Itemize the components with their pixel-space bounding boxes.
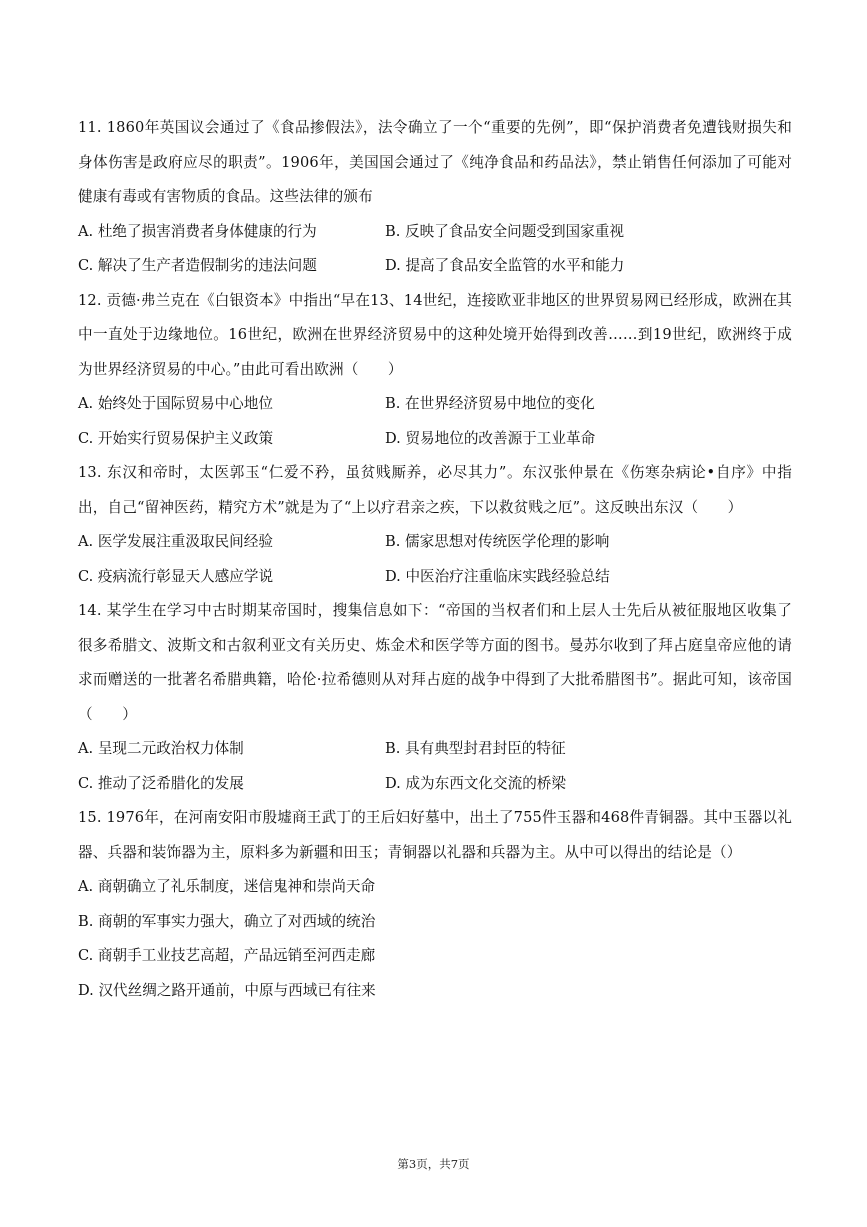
option-a: A. 始终处于国际贸易中心地位 <box>78 395 273 412</box>
options <box>78 215 792 284</box>
option-d: D. 提高了食品安全监管的水平和能力 <box>385 257 625 274</box>
option-b: B. 在世界经济贸易中地位的变化 <box>385 395 595 412</box>
option-a: A. 商朝确立了礼乐制度，迷信鬼神和崇尚天命 <box>78 878 376 895</box>
option-c: C. 开始实行贸易保护主义政策 <box>78 429 274 447</box>
options <box>78 387 792 456</box>
question-stem: 12. 贡德·弗兰克在《白银资本》中指出“早在13、14世纪，连接欧亚非地区的世界贸易网已经形成，欧洲在其中一直处于边缘地位。16世纪，欧洲在世界经济贸易中的这种处境开始得到改善……到19世纪，欧洲终于成为世界经济贸易的中心。”由此可看出欧洲（ ） <box>78 291 792 378</box>
options <box>78 525 792 594</box>
option-c: C. 疫病流行彰显天人感应学说 <box>78 567 274 585</box>
question-11 <box>78 111 792 284</box>
options <box>78 870 792 1008</box>
option-a: A. 呈现二元政治权力体制 <box>78 740 244 757</box>
question-stem: 11. 1860年英国议会通过了《食品掺假法》，法令确立了一个“重要的先例”，即“保护消费者免遭钱财损失和身体伤害是政府应尽的职责”。1906年，美国国会通过了《纯净食品和药品法》，禁止销售任何添加了可能对健康有毒或有害物质的食品。这些法律的颁布 <box>78 119 792 205</box>
page-number: 第3页，共7页 <box>397 1157 470 1171</box>
options <box>78 732 792 801</box>
option-d: D. 成为东西文化交流的桥梁 <box>385 774 566 792</box>
option-c: C. 推动了泛希腊化的发展 <box>78 774 244 792</box>
option-c: C. 解决了生产者造假制劣的违法问题 <box>78 257 317 274</box>
option-d: D. 贸易地位的改善源于工业革命 <box>385 429 596 447</box>
question-14 <box>78 594 792 801</box>
question-13 <box>78 456 792 594</box>
question-15 <box>78 801 792 1008</box>
option-d: D. 汉代丝绸之路开通前，中原与西域已有往来 <box>78 981 376 999</box>
question-stem: 15. 1976年，在河南安阳市殷墟商王武丁的王后妇好墓中，出土了755件玉器和468件青铜器。其中玉器以礼器、兵器和装饰器为主，原料多为新疆和田玉；青铜器以礼器和兵器为主。从中可以得出的结论是（） <box>78 809 792 861</box>
option-c: C. 商朝手工业技艺高超，产品远销至河西走廊 <box>78 947 376 964</box>
option-b: B. 儒家思想对传统医学伦理的影响 <box>385 533 610 550</box>
option-a: A. 医学发展注重汲取民间经验 <box>78 533 273 550</box>
option-d: D. 中医治疗注重临床实践经验总结 <box>385 567 610 585</box>
option-b: B. 反映了食品安全问题受到国家重视 <box>385 222 624 240</box>
question-12 <box>78 284 792 457</box>
question-stem: 13. 东汉和帝时，太医郭玉“仁爱不矜，虽贫贱厮养，必尽其力”。东汉张仲景在《伤寒杂病论•自序》中指出，自己“留神医药，精究方术”就是为了“上以疗君亲之疾，下以救贫贱之厄”。这反映出东汉（ ） <box>78 464 792 516</box>
option-a: A. 杜绝了损害消费者身体健康的行为 <box>78 222 317 240</box>
option-b: B. 商朝的军事实力强大，确立了对西域的统治 <box>78 912 376 930</box>
question-stem: 14. 某学生在学习中古时期某帝国时，搜集信息如下：“帝国的当权者们和上层人士先后从被征服地区收集了很多希腊文、波斯文和古叙利亚文有关历史、炼金术和医学等方面的图书。曼苏尔收到了拜占庭皇帝应他的请求而赠送的一批著名希腊典籍，哈伦·拉希德则从对拜占庭的战争中得到了大批希腊图书”。据此可知，该帝国（ ） <box>78 602 792 723</box>
option-b: B. 具有典型封君封臣的特征 <box>385 740 566 757</box>
question-list <box>78 111 792 1008</box>
